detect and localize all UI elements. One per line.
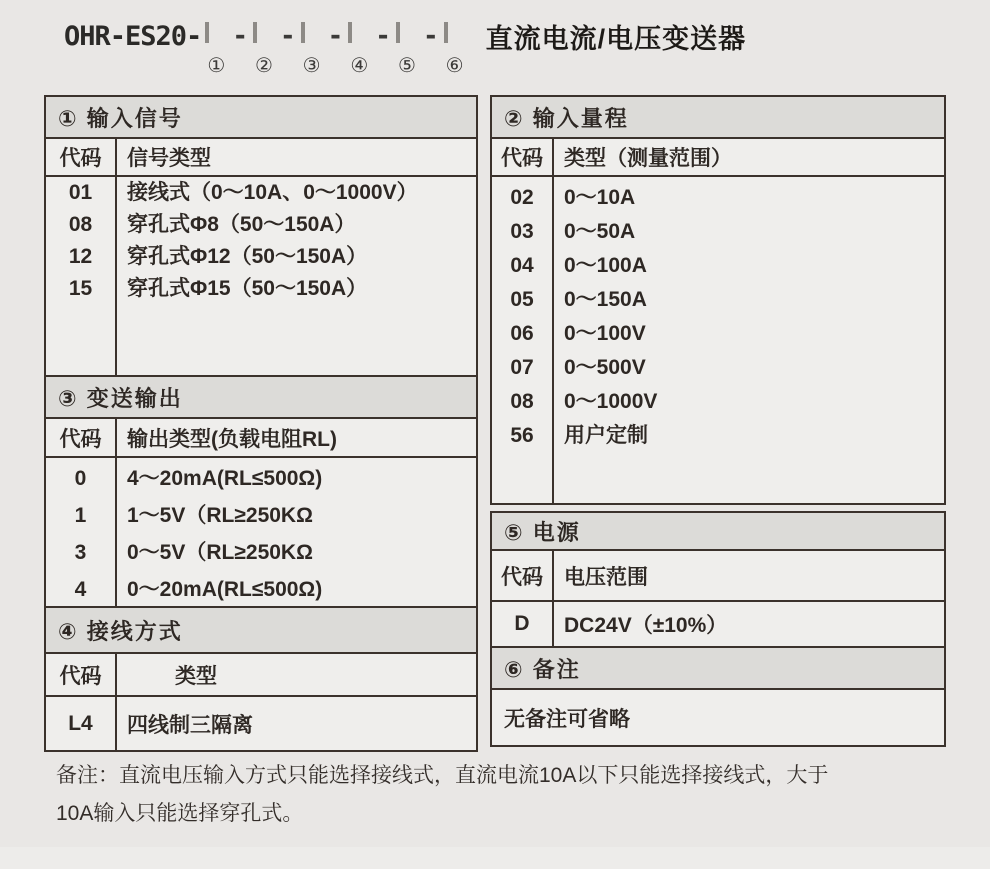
spec-type: 0～150A xyxy=(564,288,647,311)
spec-type: 四线制三隔离 xyxy=(127,713,253,737)
spec-code: 1 xyxy=(74,504,87,527)
dash-separator: - xyxy=(375,21,391,51)
section-1-body xyxy=(46,177,476,377)
spec-code: 04 xyxy=(510,254,534,277)
code-box-5 xyxy=(396,22,400,43)
code-column-header: 代码 xyxy=(492,551,554,600)
model-prefix: OHR-ES20- xyxy=(64,20,202,52)
spec-code: 08 xyxy=(510,390,534,413)
code-position-1 xyxy=(205,24,227,77)
left-table-stack xyxy=(44,95,478,752)
footnote-line-2: 10A输入只能选择穿孔式。 xyxy=(56,802,304,825)
code-box-1 xyxy=(205,22,209,43)
section-6-header-band: ⑥ 备注 xyxy=(492,648,944,690)
spec-code: 07 xyxy=(510,356,534,379)
position-label-6: ⑥ xyxy=(445,54,464,77)
code-box-6 xyxy=(444,22,448,43)
spec-code: 05 xyxy=(510,288,534,311)
code-box-3 xyxy=(301,22,305,43)
code-box-2 xyxy=(253,22,257,43)
type-column-header: 类型（测量范围） xyxy=(564,147,732,170)
code-column-header: 代码 xyxy=(46,139,117,175)
spec-type: 穿孔式Φ8（50～150A） xyxy=(127,213,356,236)
spec-code: 01 xyxy=(68,181,93,204)
position-label-5: ⑤ xyxy=(397,54,416,77)
section-4-row xyxy=(46,697,476,750)
section-2-body xyxy=(492,177,944,503)
position-label-3: ③ xyxy=(302,54,321,77)
spec-code: 15 xyxy=(68,277,93,300)
section-2-code-column xyxy=(492,177,554,503)
spec-code: 02 xyxy=(510,186,534,209)
dash-separator: - xyxy=(279,21,296,51)
remark-content: 无备注可省略 xyxy=(504,707,630,731)
section-1-code-column xyxy=(46,177,117,375)
position-label-4: ④ xyxy=(350,54,369,77)
spec-type: 0～100V xyxy=(564,322,646,345)
spec-type: 0～1000V xyxy=(564,390,658,413)
spec-code: L4 xyxy=(46,697,117,750)
type-column-header: 电压范围 xyxy=(564,565,648,589)
spec-type: 0～20mA(RL≤500Ω) xyxy=(127,578,323,601)
position-label-1: ① xyxy=(207,54,226,77)
dash-separator: - xyxy=(422,21,439,51)
right-lower-table-stack xyxy=(490,511,946,747)
spec-type: DC24V（±10%） xyxy=(564,614,728,637)
spec-code: 3 xyxy=(74,541,87,564)
position-label-2: ② xyxy=(255,54,273,77)
product-name: 直流电流/电压变送器 xyxy=(485,23,747,54)
spec-type: 穿孔式Φ12（50～150A） xyxy=(127,245,368,268)
section-4-column-header xyxy=(46,654,476,697)
spec-code: 08 xyxy=(68,213,93,236)
section-3-body xyxy=(46,458,476,608)
section-1-column-header xyxy=(46,139,476,177)
spec-type: 用户定制 xyxy=(564,424,648,447)
spec-code: 03 xyxy=(510,220,534,243)
spec-type: 接线式（0～10A、0～1000V） xyxy=(127,181,418,204)
section-1-header-band: ① 输入信号 xyxy=(46,97,476,139)
code-column-header: 代码 xyxy=(492,139,554,175)
spec-code: 4 xyxy=(74,578,87,601)
spec-type: 穿孔式Φ15（50～150A） xyxy=(127,277,368,300)
type-column-header: 输出类型(负载电阻RL) xyxy=(127,427,337,451)
section-2-header-band: ② 输入量程 xyxy=(492,97,944,139)
spec-code: D xyxy=(492,602,554,646)
type-column-header: 类型 xyxy=(175,664,217,688)
spec-type: 4～20mA(RL≤500Ω) xyxy=(127,467,323,490)
spec-type: 0～50A xyxy=(564,220,636,243)
spec-type: 0～100A xyxy=(564,254,647,277)
code-position-6 xyxy=(444,24,466,77)
spec-type: 0～500V xyxy=(564,356,646,379)
section-5-row xyxy=(492,602,944,648)
section-1-type-column xyxy=(117,177,476,375)
section-6-row xyxy=(492,690,944,745)
code-position-2 xyxy=(253,24,275,77)
spec-code: 56 xyxy=(510,424,534,447)
dash-separator: - xyxy=(232,21,248,51)
spec-code: 0 xyxy=(74,467,87,490)
code-position-5 xyxy=(396,24,418,77)
footnote xyxy=(56,757,956,833)
code-position-4 xyxy=(348,24,370,77)
spec-type: 1～5V（RL≥250KΩ xyxy=(127,504,313,527)
spec-code: 12 xyxy=(68,245,93,268)
code-box-4 xyxy=(348,22,352,43)
spec-type: 0～10A xyxy=(564,186,636,209)
section-5-header-band: ⑤ 电源 xyxy=(492,513,944,551)
footnote-line-1: 备注：直流电压输入方式只能选择接线式，直流电流10A以下只能选择接线式，大于 xyxy=(56,764,829,787)
section-2-column-header xyxy=(492,139,944,177)
code-column-header: 代码 xyxy=(46,419,117,456)
dash-separator: - xyxy=(327,21,344,51)
section-3-header-band: ③ 变送输出 xyxy=(46,377,476,419)
section-3-column-header xyxy=(46,419,476,458)
section-2-type-column xyxy=(554,177,944,503)
code-position-3 xyxy=(301,24,323,77)
type-column-header: 信号类型 xyxy=(127,147,211,170)
section-2-table xyxy=(490,95,946,505)
section-5-column-header xyxy=(492,551,944,602)
bottom-strip xyxy=(0,847,990,869)
section-3-code-column xyxy=(46,458,117,606)
spec-type: 0～5V（RL≥250KΩ xyxy=(127,541,313,564)
section-3-type-column xyxy=(117,460,476,606)
product-code-title xyxy=(64,16,747,77)
spec-code: 06 xyxy=(510,322,534,345)
code-column-header: 代码 xyxy=(46,654,117,695)
section-4-header-band: ④ 接线方式 xyxy=(46,608,476,654)
